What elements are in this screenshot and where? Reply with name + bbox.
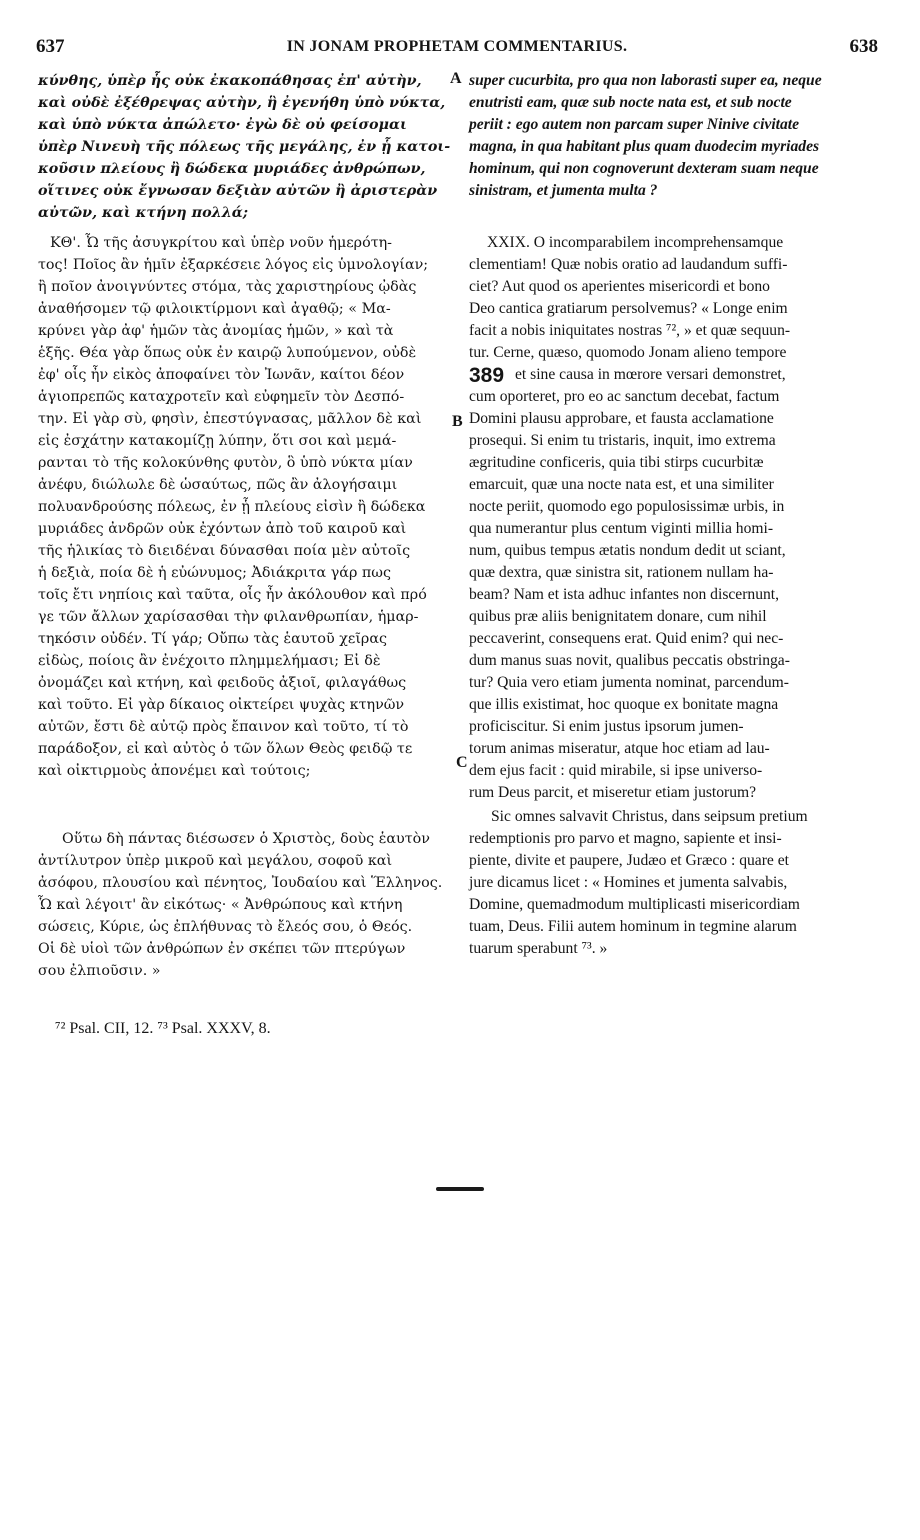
greek-line: τηκόσιν οὐδέν. Τί γάρ; Οὔπω τὰς ἑαυτοῦ χεῖρας <box>38 631 388 647</box>
latin-line: tur? Quia vero etiam jumenta nominat, parcendum- <box>469 674 789 691</box>
latin-line: dem ejus facit : quid mirabile, si ipse universo- <box>469 762 763 779</box>
greek-line: ὑπὲρ Νινευὴ τῆς πόλεως τῆς μεγάλης, ἐν ᾗ κατοι- <box>38 139 451 155</box>
footnotes: ⁷² Psal. CII, 12. ⁷³ Psal. XXXV, 8. <box>55 1020 271 1037</box>
latin-line: clementiam! Quæ nobis oratio ad laudandum suffi- <box>469 256 788 273</box>
greek-line: τοῖς ἔτι νηπίοις καὶ ταῦτα, οἷς ἦν ἀκόλουθον καὶ πρό <box>38 587 427 603</box>
latin-line: ægritudine conficeris, quia tibi stirps cucurbitæ <box>469 454 764 471</box>
greek-line: ὀνομάζει καὶ κτήνη, καὶ φειδοῦς ἀξιοῖ, φιλαγάθως <box>38 675 407 691</box>
page-number-right: 638 <box>849 36 878 57</box>
greek-line: ἀσόφου, πλουσίου καὶ πένητος, Ἰουδαίου καὶ Ἕλληνος. <box>38 875 443 891</box>
latin-line: emarcuit, quæ una nocte nata est, et una similiter <box>469 476 774 493</box>
greek-line: πολυανδρούσης πόλεως, ἐν ᾗ πλείους εἰσὶν ἢ δώδεκα <box>38 499 426 515</box>
greek-line: ΚΘ'. Ὦ τῆς ἀσυγκρίτου καὶ ὑπὲρ νοῦν ἡμερότη- <box>50 235 393 251</box>
greek-line: Ὧ καὶ λέγοιτ' ἂν εἰκότως· « Ἀνθρώπους καὶ κτήνη <box>38 897 403 913</box>
greek-line: ἢ ποῖον ἀνοιγνύντες στόμα, τὰς χαριστηρίους ᾠδὰς <box>38 279 417 295</box>
latin-line: tur. Cerne, quæso, quomodo Jonam alieno tempore <box>469 344 787 361</box>
greek-line: ρανται τὸ τῆς κολοκύνθης φυτὸν, ὃ ὑπὸ νύκτα μίαν <box>38 455 413 471</box>
page-number-left: 637 <box>36 36 65 57</box>
greek-line: οἵτινες οὐκ ἔγνωσαν δεξιὰν αὐτῶν ἢ ἀριστερὰν <box>38 183 438 199</box>
greek-line: κρύνει γὰρ ἀφ' ἡμῶν τὰς ἀνομίας ἡμῶν, » καὶ τὰ <box>38 323 394 339</box>
greek-line: τῆς ἡλικίας τὸ διειδέναι δύνασθαι ποία μὲν αὐτοῖς <box>38 543 411 559</box>
latin-line: peccaverint, consequens erat. Quid enim? qui nec- <box>469 630 784 647</box>
latin-line: sinistram, et jumenta multa ? <box>469 182 658 199</box>
column-number: 389 <box>469 364 505 387</box>
latin-line: piente, divite et paupere, Judæo et Græco : quare et <box>469 852 789 869</box>
greek-line: καὶ ὑπὸ νύκτα ἀπώλετο· ἐγὼ δὲ οὐ φείσομαι <box>38 117 407 133</box>
greek-line: κοῦσιν πλείους ἢ δώδεκα μυριάδες ἀνθρώπων, <box>38 161 426 177</box>
latin-line: prosequi. Si enim tu tristaris, inquit, imo extrema <box>469 432 776 449</box>
greek-line: τος! Ποῖος ἂν ἡμῖν ἐξαρκέσειε λόγος εἰς ὑμνολογίαν; <box>38 257 429 273</box>
latin-line: num, quibus tempus ætatis nondum dedit ut sciant, <box>469 542 786 559</box>
greek-line: κύνθης, ὑπὲρ ἧς οὐκ ἐκακοπάθησας ἐπ' αὐτὴν, <box>38 73 422 89</box>
margin-marker-a: A <box>450 70 462 87</box>
running-title: IN JONAM PROPHETAM COMMENTARIUS. <box>286 38 628 55</box>
greek-line: καὶ τοῦτο. Εἰ γὰρ δίκαιος οἰκτείρει ψυχὰς κτηνῶν <box>38 697 405 713</box>
margin-marker-c: C <box>456 754 468 771</box>
greek-line: εἰδὼς, ποίοις ἂν ἐνέχοιτο πλημμελήμασι; Εἰ δὲ <box>38 653 381 669</box>
latin-line: Deo cantica gratiarum persolvemus? « Longe enim <box>469 300 788 317</box>
greek-line: ἁγιοπρεπῶς καταχροτεῖν καὶ εὐφημεῖν τὸν Δεσπό- <box>38 389 405 405</box>
greek-line: ἑξῆς. Θέα γὰρ ὅπως οὐκ ἐν καιρῷ λυπούμενον, οὐδὲ <box>38 345 417 361</box>
greek-line: αὐτῶν, καὶ κτήνη πολλά; <box>38 205 248 221</box>
latin-line: et sine causa in mœrore versari demonstret, <box>515 366 786 383</box>
latin-line: quibus præ aliis benignitatem donare, cum nihil <box>469 608 767 625</box>
latin-line: XXIX. O incomparabilem incomprehensamque <box>487 234 784 251</box>
latin-line: tuam, Deus. Filii autem hominum in tegmine alarum <box>469 918 797 935</box>
greek-line: ἀνέφυ, διώλωλε δὲ ὡσαύτως, πῶς ἂν ἀλογήσαιμι <box>38 477 398 493</box>
greek-line: σου ἐλπιοῦσιν. » <box>38 963 161 979</box>
greek-line: εἰς ἐσχάτην κατακομίζῃ λύπην, ὅτι σοι καὶ μεμά- <box>38 433 397 449</box>
greek-line: ἀναθήσομεν τῷ φιλοικτίρμονι καὶ ἀγαθῷ; « Μα- <box>38 301 391 317</box>
greek-line: καὶ οὐδὲ ἐξέθρεψας αὐτὴν, ἣ ἐγενήθη ὑπὸ νύκτα, <box>38 95 446 111</box>
latin-line: magna, in qua habitant plus quam duodecim myriades <box>469 138 820 155</box>
greek-line: αὐτῶν, ἔστι δὲ αὐτῷ πρὸς ἔπαινον καὶ τοῦτο, τί τὸ <box>38 719 409 735</box>
greek-line: γε τῶν ἄλλων χαρίσασθαι τὴν φιλανθρωπίαν, ἡμαρ- <box>38 609 419 625</box>
latin-line: qua numerantur plus centum viginti millia homi- <box>469 520 774 537</box>
greek-line: Οἱ δὲ υἱοὶ τῶν ἀνθρώπων ἐν σκέπει τῶν πτερύγων <box>38 941 406 957</box>
latin-line: beam? Nam et ista adhuc infantes non discernunt, <box>469 586 780 603</box>
greek-line: Οὕτω δὴ πάντας διέσωσεν ὁ Χριστὸς, δοὺς ἑαυτὸν <box>62 831 430 847</box>
greek-line: ἐφ' οἷς ἦν εἰκὸς ἀποφαίνει τὸν Ἰωνᾶν, καίτοι δέον <box>38 367 405 383</box>
greek-line: ἡ δεξιὰ, ποία δὲ ἡ εὐώνυμος; Ἀδιάκριτα γάρ πως <box>38 565 391 581</box>
latin-line: torum animas miseratur, atque hoc etiam ad lau- <box>469 740 770 757</box>
greek-line: μυριάδες ἀνδρῶν οὐκ ἐχόντων ἀπὸ τοῦ καιροῦ καὶ <box>38 521 407 537</box>
end-rule <box>436 1187 484 1191</box>
latin-line: Domini plausu approbare, et fausta acclamatione <box>469 410 774 427</box>
latin-line: proficiscitur. Si enim justus ipsorum jumen- <box>469 718 744 735</box>
latin-line: hominum, qui non cognoverunt dexteram suam neque <box>469 160 819 177</box>
latin-line: facit a nobis iniquitates nostras ⁷², » et quæ sequun- <box>469 322 791 339</box>
latin-line: redemptionis pro parvo et magno, sapiente et insi- <box>469 830 782 847</box>
greek-line: ἀντίλυτρον ὑπὲρ μικροῦ καὶ μεγάλου, σοφοῦ καὶ <box>38 853 393 869</box>
latin-line: nocte periit, quomodo ego populosissimæ urbis, in <box>469 498 785 515</box>
latin-line: que illis existimat, hoc quoque ex bonitate magna <box>469 696 779 713</box>
latin-line: rum Deus parcit, et miseretur etiam justorum? <box>469 784 757 801</box>
latin-line: quæ dextra, quæ sinistra sit, rationem nullam ha- <box>469 564 774 581</box>
latin-line: cum oporteret, pro eo ac sanctum decebat, factum <box>469 388 780 405</box>
latin-line: jure dicamus licet : « Homines et jumenta salvabis, <box>469 874 788 891</box>
greek-line: την. Εἰ γὰρ σὺ, φησὶν, ἐπεστύγνασας, μᾶλλον δὲ καὶ <box>38 411 422 427</box>
latin-line: periit : ego autem non parcam super Ninive civitate <box>469 116 800 133</box>
latin-line: super cucurbita, pro qua non laborasti super ea, neque <box>469 72 822 89</box>
greek-line: σώσεις, Κύριε, ὡς ἐπλήθυνας τὸ ἔλεός σου, ὁ Θεός. <box>38 919 413 935</box>
latin-line: dum manus suas novit, qualibus peccatis obstringa- <box>469 652 790 669</box>
latin-line: enutristi eam, quæ sub nocte nata est, et sub nocte <box>469 94 792 111</box>
latin-line: ciet? Aut quod os aperientes misericordi et bono <box>469 278 770 295</box>
latin-line: tuarum sperabunt ⁷³. » <box>469 940 608 957</box>
page-header <box>36 36 878 62</box>
greek-line: καὶ οἰκτιρμοὺς ἀπονέμει καὶ τούτοις; <box>38 763 311 779</box>
latin-line: Domine, quemadmodum multiplicasti misericordiam <box>469 896 800 913</box>
latin-line: Sic omnes salvavit Christus, dans seipsum pretium <box>491 808 808 825</box>
margin-marker-b: B <box>452 413 463 430</box>
greek-line: παράδοξον, εἰ καὶ αὐτὸς ὁ τῶν ὅλων Θεὸς φειδῷ τε <box>38 741 413 757</box>
